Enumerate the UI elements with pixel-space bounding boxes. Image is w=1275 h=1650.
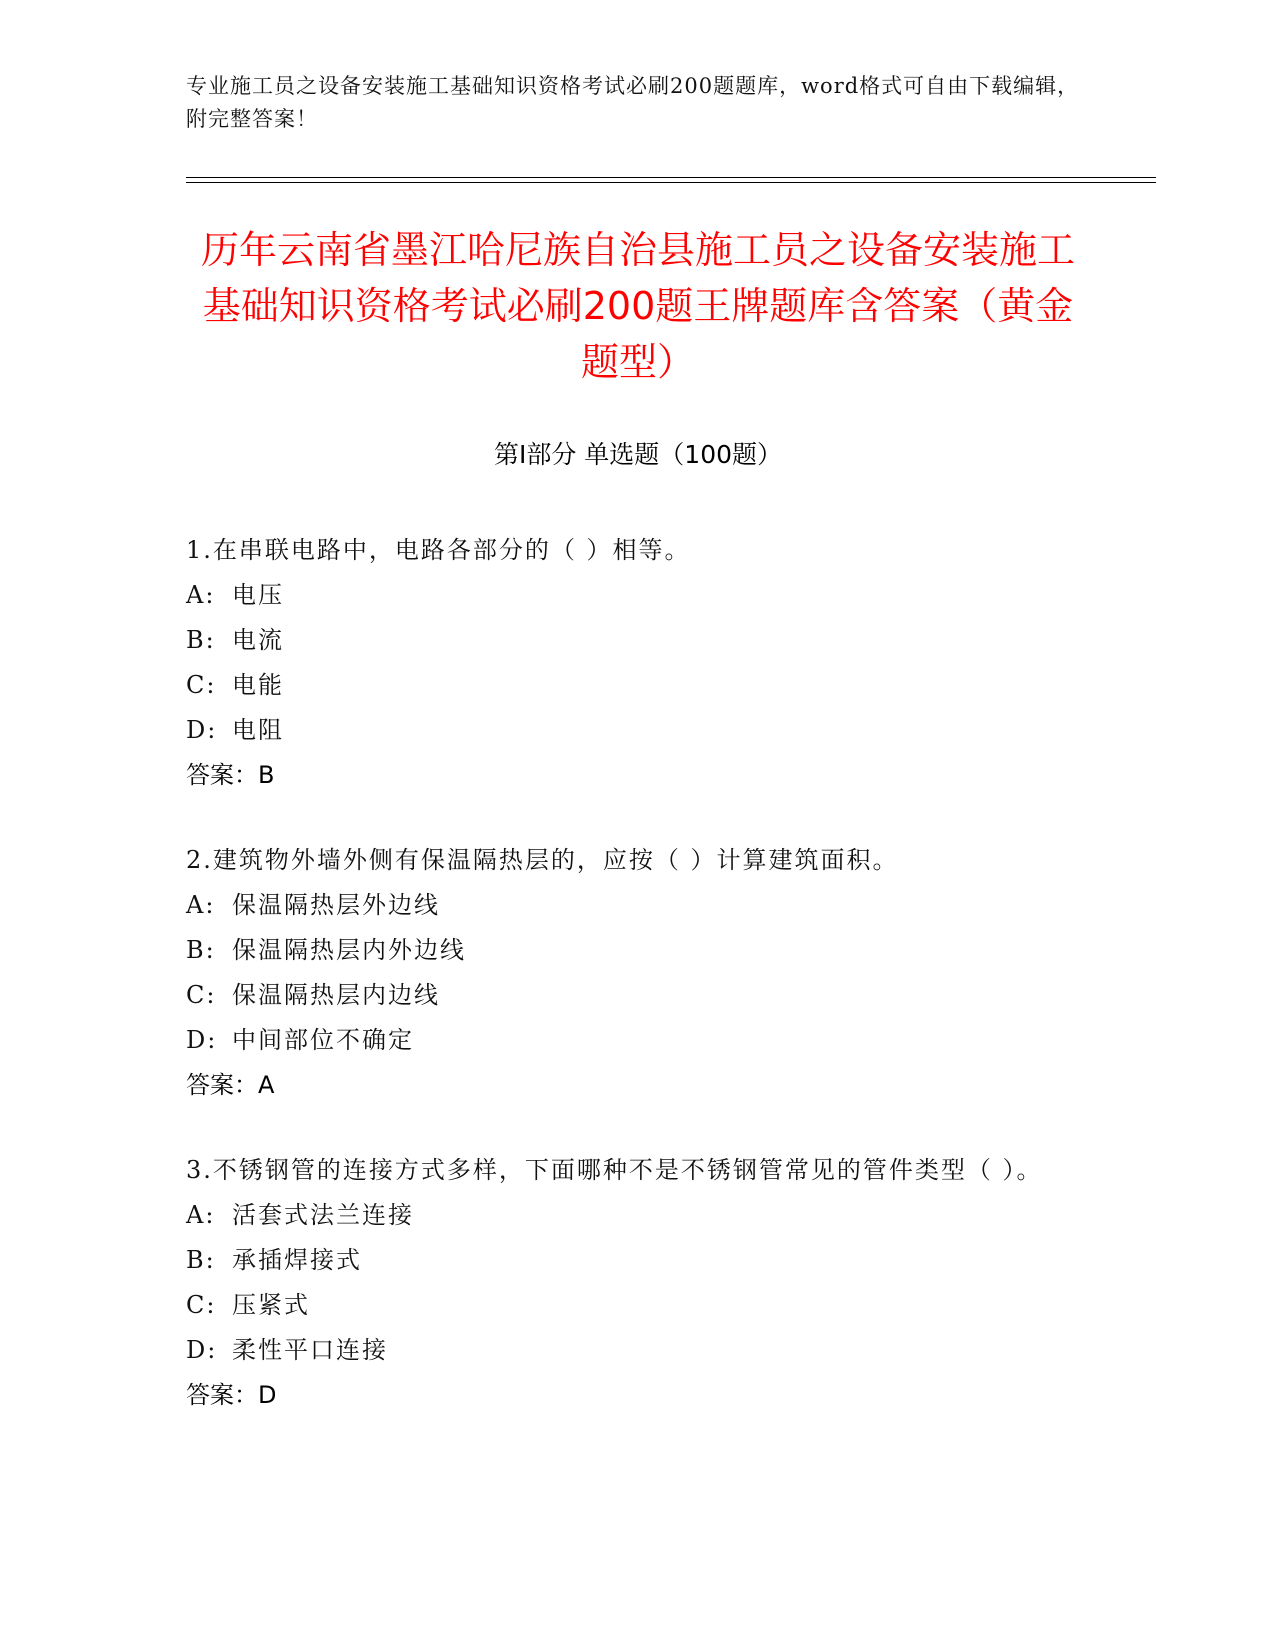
option-letter: C: (186, 1291, 217, 1319)
option-d (186, 1328, 1066, 1373)
option-letter: C: (186, 671, 217, 699)
option-letter: A: (186, 1201, 216, 1229)
question-list (186, 528, 1066, 1458)
document-title: 历年云南省墨江哈尼族自治县施工员之设备安装施工基础知识资格考试必刷200题王牌题库含答案（黄金题型） (200, 228, 1075, 384)
option-text: 保温隔热层内外边线 (232, 936, 466, 964)
answer-value: A (258, 1071, 275, 1099)
option-text: 电压 (232, 581, 284, 609)
option-letter: C: (186, 981, 217, 1009)
question-3 (186, 1148, 1066, 1418)
answer-value: D (258, 1381, 277, 1409)
section-title: 第Ⅰ部分 单选题（100题） (493, 440, 783, 469)
option-b (186, 928, 1066, 973)
option-text: 活套式法兰连接 (232, 1201, 414, 1229)
option-text: 压紧式 (232, 1291, 310, 1319)
option-text: 电能 (232, 671, 284, 699)
question-stem: 2.建筑物外墙外侧有保温隔热层的，应按（ ）计算建筑面积。 (186, 846, 899, 874)
answer-line (186, 1063, 1066, 1108)
answer-prefix: 答案： (186, 761, 258, 789)
option-text: 柔性平口连接 (232, 1336, 388, 1364)
option-letter: A: (186, 891, 216, 919)
option-text: 保温隔热层外边线 (232, 891, 440, 919)
option-letter: D: (186, 1026, 218, 1054)
question-2 (186, 838, 1066, 1108)
answer-value: B (258, 761, 275, 789)
option-c (186, 973, 1066, 1018)
option-a (186, 883, 1066, 928)
header-rule-top (186, 177, 1156, 178)
option-text: 电流 (232, 626, 284, 654)
question-stem: 1.在串联电路中，电路各部分的（ ）相等。 (186, 536, 691, 564)
option-letter: B: (186, 626, 216, 654)
question-1 (186, 528, 1066, 798)
option-letter: D: (186, 716, 218, 744)
header-note: 专业施工员之设备安装施工基础知识资格考试必刷200题题库，word格式可自由下载编辑，附完整答案！ (186, 74, 1080, 131)
option-text: 保温隔热层内边线 (232, 981, 440, 1009)
header-rule-bottom (186, 182, 1156, 183)
answer-prefix: 答案： (186, 1381, 258, 1409)
option-d (186, 708, 1066, 753)
option-a (186, 573, 1066, 618)
option-letter: B: (186, 936, 216, 964)
answer-line (186, 753, 1066, 798)
option-letter: B: (186, 1246, 216, 1274)
answer-line (186, 1373, 1066, 1418)
option-a (186, 1193, 1066, 1238)
question-stem: 3.不锈钢管的连接方式多样，下面哪种不是不锈钢管常见的管件类型（ ）。 (186, 1156, 1043, 1184)
option-letter: A: (186, 581, 216, 609)
option-text: 承插焊接式 (232, 1246, 362, 1274)
option-c (186, 1283, 1066, 1328)
answer-prefix: 答案： (186, 1071, 258, 1099)
option-letter: D: (186, 1336, 218, 1364)
option-d (186, 1018, 1066, 1063)
option-text: 中间部位不确定 (232, 1026, 414, 1054)
option-c (186, 663, 1066, 708)
option-text: 电阻 (232, 716, 284, 744)
option-b (186, 1238, 1066, 1283)
option-b (186, 618, 1066, 663)
